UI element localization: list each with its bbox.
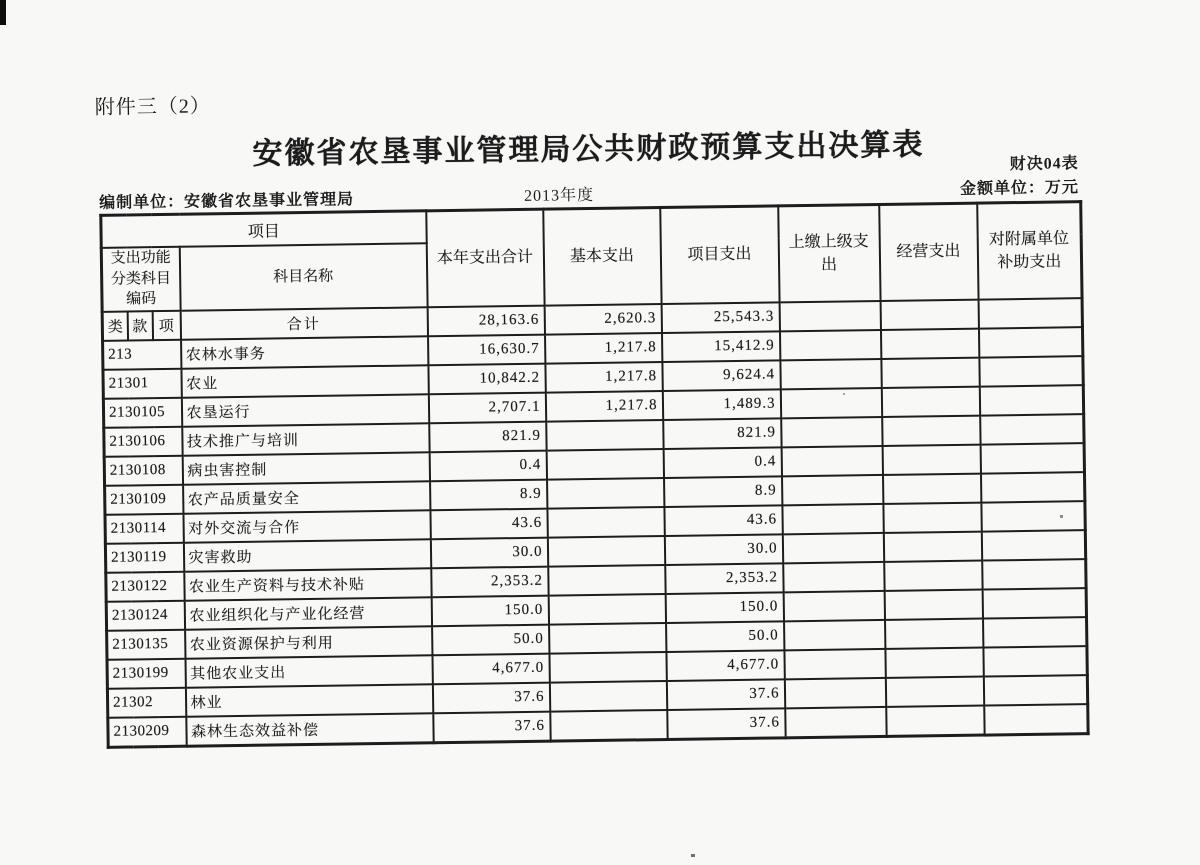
amount-subsidy-cell — [980, 414, 1084, 444]
class-cell: 类 — [102, 312, 127, 341]
amount-subsidy-cell — [983, 675, 1087, 705]
amount-basic-cell — [549, 623, 666, 654]
amount-unit: 金额单位：万元 — [959, 179, 1080, 198]
amount-project-cell: 9,624.4 — [662, 360, 780, 391]
attachment-label: 附件三（2） — [94, 95, 211, 119]
subject-cell: 合计 — [180, 307, 427, 339]
amount-total-cell: 2,353.2 — [431, 567, 548, 598]
amount-project-cell: 821.9 — [663, 418, 781, 449]
amount-operating-cell — [886, 706, 984, 737]
subject-cell: 农业生产资料与技术补贴 — [184, 568, 431, 600]
code-cell: 2130108 — [104, 456, 182, 486]
code-cell: 2130122 — [106, 572, 184, 602]
fiscal-year: 2013年度 — [523, 186, 595, 205]
code-header: 支出功能分类科目编码 — [101, 247, 180, 312]
code-cell: 2130135 — [107, 630, 185, 660]
amount-total-cell: 30.0 — [430, 538, 547, 569]
amount-operating-cell — [885, 648, 983, 678]
amount-total-cell: 0.4 — [429, 451, 546, 482]
amount-upper-cell — [785, 707, 886, 738]
subject-cell: 农垦运行 — [181, 394, 428, 426]
amount-upper-cell — [783, 562, 884, 592]
amount-operating-cell — [883, 474, 981, 504]
amount-upper-cell — [784, 649, 885, 679]
amount-basic-cell — [546, 449, 663, 480]
amount-operating-cell — [883, 532, 981, 562]
amount-subsidy-cell — [981, 530, 1085, 560]
subject-cell: 森林生态效益补偿 — [186, 713, 433, 746]
subject-cell: 农业资源保护与利用 — [185, 626, 432, 658]
amount-basic-cell — [548, 565, 665, 596]
amount-operating-cell — [882, 445, 980, 475]
scan-corner-artifact — [0, 0, 6, 25]
amount-total-cell: 28,163.6 — [427, 306, 544, 337]
amount-basic-cell — [549, 681, 666, 712]
amount-project-cell: 2,353.2 — [665, 563, 783, 594]
amount-subsidy-cell — [981, 501, 1085, 531]
subject-cell: 灾害救助 — [183, 539, 430, 571]
amount-total-cell: 10,842.2 — [428, 364, 545, 395]
project-group-header: 项目 — [101, 211, 426, 248]
amount-basic-cell — [546, 420, 663, 451]
amount-subsidy-cell — [979, 356, 1083, 386]
col-header-project: 项目支出 — [660, 206, 779, 304]
amount-subsidy-cell — [983, 617, 1087, 647]
amount-basic-cell: 1,217.8 — [545, 391, 662, 422]
amount-operating-cell — [881, 387, 979, 417]
amount-project-cell: 0.4 — [663, 447, 781, 478]
amount-upper-cell — [783, 591, 884, 621]
amount-total-cell: 37.6 — [432, 683, 549, 714]
amount-basic-cell — [547, 507, 664, 538]
code-cell: 2130209 — [108, 717, 186, 748]
amount-upper-cell — [782, 504, 883, 534]
amount-project-cell: 15,412.9 — [662, 331, 780, 362]
amount-upper-cell — [784, 678, 885, 708]
col-header-subsidy: 对附属单位补助支出 — [977, 202, 1082, 300]
code-cell: 2130114 — [105, 514, 183, 544]
code-cell: 2130199 — [107, 659, 185, 689]
amount-operating-cell — [883, 503, 981, 533]
amount-subsidy-cell — [981, 472, 1085, 502]
amount-basic-cell — [547, 536, 664, 567]
amount-basic-cell: 1,217.8 — [545, 362, 662, 393]
amount-project-cell: 37.6 — [667, 708, 785, 739]
subject-cell: 农业 — [181, 365, 428, 397]
amount-subsidy-cell — [978, 327, 1082, 357]
form-code: 财决04表 — [1009, 155, 1079, 174]
col-header-total: 本年支出合计 — [426, 209, 544, 307]
col-header-operating: 经营支出 — [879, 203, 978, 301]
amount-subsidy-cell — [982, 559, 1086, 589]
scan-speck — [1060, 515, 1063, 518]
amount-basic-cell: 2,620.3 — [544, 304, 661, 335]
expenditure-table — [99, 200, 1089, 749]
amount-operating-cell — [884, 590, 982, 620]
amount-upper-cell — [780, 359, 881, 389]
amount-upper-cell — [780, 330, 881, 360]
item-cell: 项 — [152, 311, 180, 340]
amount-operating-cell — [880, 329, 978, 359]
amount-subsidy-cell — [982, 588, 1086, 618]
amount-subsidy-cell — [984, 704, 1088, 735]
code-cell: 21302 — [107, 688, 185, 718]
subject-cell: 农业组织化与产业化经营 — [184, 597, 431, 629]
code-cell: 2130119 — [105, 543, 183, 573]
subject-cell: 病虫害控制 — [182, 452, 429, 484]
subject-cell: 其他农业支出 — [185, 655, 432, 687]
amount-upper-cell — [782, 475, 883, 505]
amount-basic-cell — [550, 710, 667, 741]
prepared-by: 编制单位：安徽省农垦事业管理局 — [99, 191, 355, 212]
amount-basic-cell — [549, 652, 666, 683]
amount-project-cell: 8.9 — [664, 476, 782, 507]
amount-total-cell: 150.0 — [431, 596, 548, 627]
amount-project-cell: 150.0 — [665, 592, 783, 623]
amount-upper-cell — [781, 446, 882, 476]
subject-cell: 对外交流与合作 — [183, 510, 430, 542]
amount-operating-cell — [881, 358, 979, 388]
amount-total-cell: 821.9 — [429, 422, 546, 453]
page-title: 安徽省农垦事业管理局公共财政预算支出决算表 — [252, 128, 925, 171]
code-cell: 2130109 — [105, 485, 183, 515]
scan-speck — [843, 393, 845, 395]
amount-total-cell: 8.9 — [430, 480, 547, 511]
col-header-upper: 上缴上级支出 — [778, 204, 880, 302]
amount-project-cell: 30.0 — [664, 534, 782, 565]
code-cell: 213 — [103, 340, 181, 370]
amount-upper-cell — [784, 620, 885, 650]
amount-project-cell: 1,489.3 — [662, 389, 780, 420]
amount-project-cell: 43.6 — [664, 505, 782, 536]
amount-upper-cell — [782, 533, 883, 563]
amount-total-cell: 2,707.1 — [428, 393, 545, 424]
amount-total-cell: 4,677.0 — [432, 654, 549, 685]
amount-basic-cell — [548, 594, 665, 625]
amount-subsidy-cell — [978, 298, 1082, 328]
amount-upper-cell — [779, 301, 880, 331]
amount-subsidy-cell — [983, 646, 1087, 676]
amount-basic-cell: 1,217.8 — [545, 333, 662, 364]
amount-upper-cell — [781, 417, 882, 447]
subject-cell: 林业 — [185, 684, 432, 716]
amount-operating-cell — [885, 677, 983, 707]
subject-name-header: 科目名称 — [179, 243, 427, 311]
code-cell: 2130124 — [106, 601, 184, 631]
code-cell: 21301 — [103, 369, 181, 399]
section-cell: 款 — [127, 311, 152, 340]
amount-operating-cell — [882, 416, 980, 446]
code-cell: 2130105 — [103, 398, 181, 428]
amount-operating-cell — [884, 561, 982, 591]
amount-total-cell: 37.6 — [433, 712, 550, 743]
col-header-basic: 基本支出 — [543, 208, 661, 306]
amount-project-cell: 37.6 — [666, 679, 784, 710]
amount-project-cell: 50.0 — [666, 621, 784, 652]
subject-cell: 农产品质量安全 — [183, 481, 430, 513]
amount-operating-cell — [880, 300, 978, 330]
subject-cell: 技术推广与培训 — [182, 423, 429, 455]
code-cell: 2130106 — [104, 427, 182, 457]
amount-basic-cell — [547, 478, 664, 509]
amount-subsidy-cell — [979, 385, 1083, 415]
amount-subsidy-cell — [980, 443, 1084, 473]
amount-project-cell: 4,677.0 — [666, 650, 784, 681]
amount-operating-cell — [885, 619, 983, 649]
amount-upper-cell — [780, 388, 881, 418]
amount-total-cell: 43.6 — [430, 509, 547, 540]
amount-total-cell: 50.0 — [432, 625, 549, 656]
amount-total-cell: 16,630.7 — [428, 335, 545, 366]
subject-cell: 农林水事务 — [181, 336, 428, 368]
amount-project-cell: 25,543.3 — [661, 302, 779, 333]
